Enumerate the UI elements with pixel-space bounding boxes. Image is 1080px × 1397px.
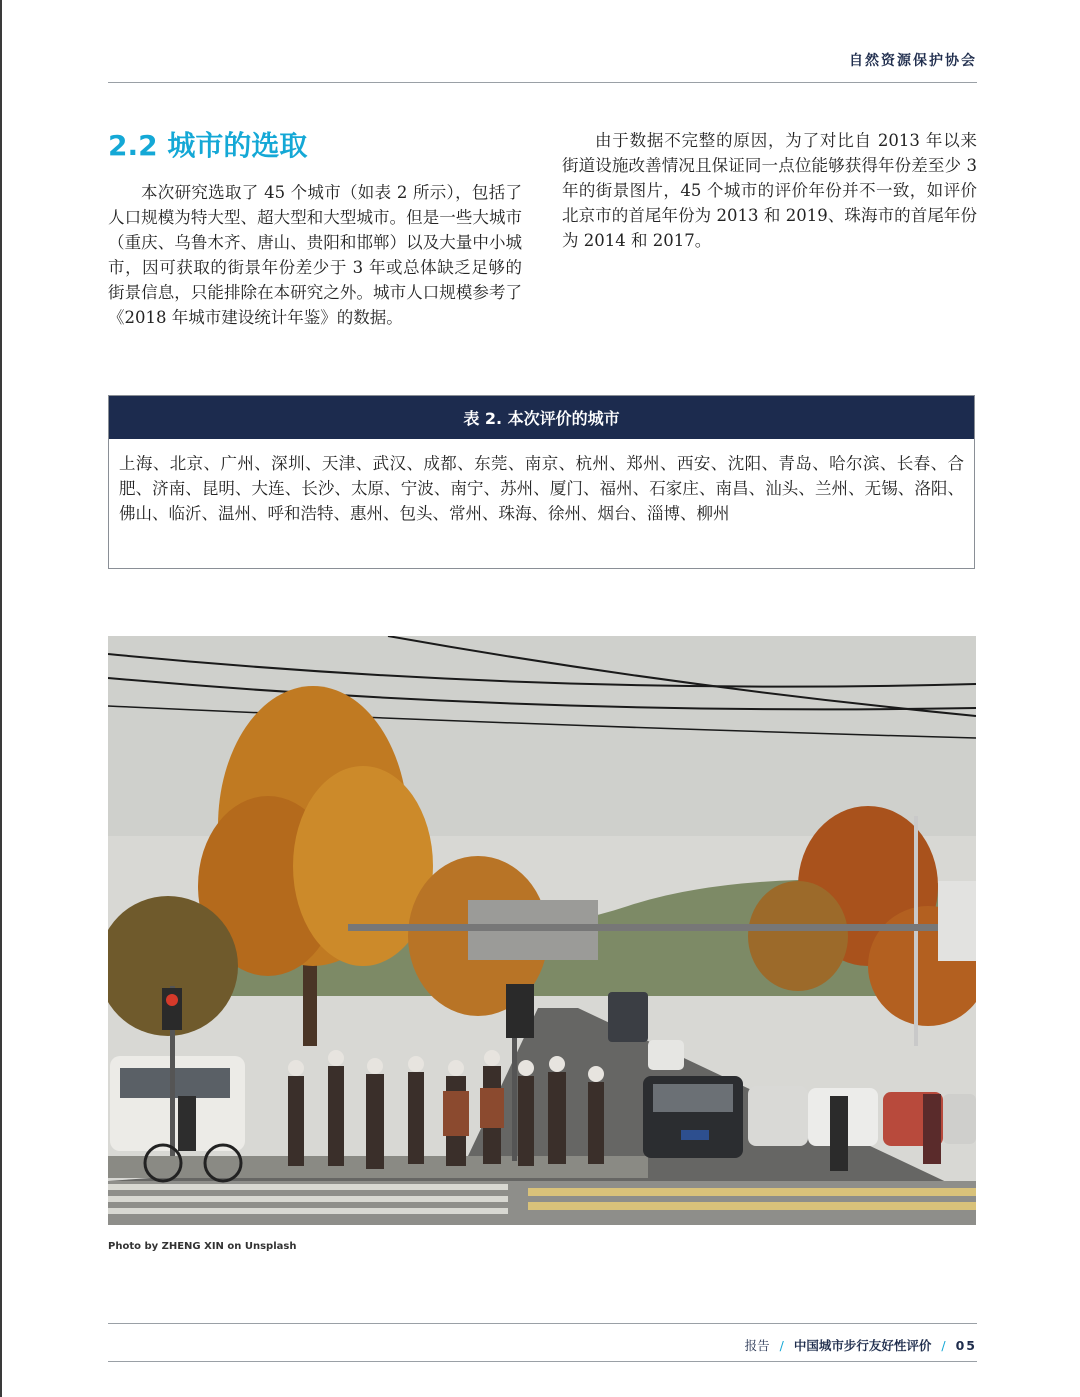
street-photo [108,636,976,1225]
table-city-list: 上海、北京、广州、深圳、天津、武汉、成都、东莞、南京、杭州、郑州、西安、沈阳、青岛、哈尔滨、长春、合肥、济南、昆明、大连、长沙、太原、宁波、南宁、苏州、厦门、福州、石家庄、南昌、汕头、兰州、无锡、洛阳、佛山、临沂、温州、呼和浩特、惠州、包头、常州、珠海、徐州、烟台、淄博、柳州 [119,454,964,523]
cities-table [108,395,975,569]
page-edge-rule [0,0,2,1397]
footer-separator-2: / [941,1337,946,1353]
section-title: 2.2 城市的选取 [108,129,308,162]
table-title: 表 2. 本次评价的城市 [109,396,974,439]
street-scene-illustration [108,636,976,1225]
page-number: 05 [955,1337,977,1353]
photo-caption: Photo by ZHENG XIN on Unsplash [108,1241,297,1252]
footer-separator: / [779,1337,784,1353]
footer-divider-bottom [108,1361,977,1362]
header-divider [108,82,977,83]
footer-section-label: 报告 [744,1338,770,1353]
organization-name: 自然资源保护协会 [849,53,977,69]
page-footer [745,1336,977,1354]
footer-report-title: 中国城市步行友好性评价 [793,1338,932,1353]
body-paragraph-right: 由于数据不完整的原因，为了对比自 2013 年以来街道设施改善情况且保证同一点位能够获得年份差至少 3 年的街景图片，45 个城市的评价年份并不一致，如评价北京市的首尾年份为 2013 和 2019、珠海市的首尾年份为 2014 和 2017。 [562,131,977,250]
body-paragraph-left: 本次研究选取了 45 个城市（如表 2 所示），包括了人口规模为特大型、超大型和大型城市。但是一些大城市（重庆、乌鲁木齐、唐山、贵阳和邯郸）以及大量中小城市，因可获取的街景年份差少于 3 年或总体缺乏足够的街景信息，只能排除在本研究之外。城市人口规模参考了《2018 年城市建设统计年鉴》的数据。 [108,183,522,327]
footer-divider-top [108,1323,977,1324]
